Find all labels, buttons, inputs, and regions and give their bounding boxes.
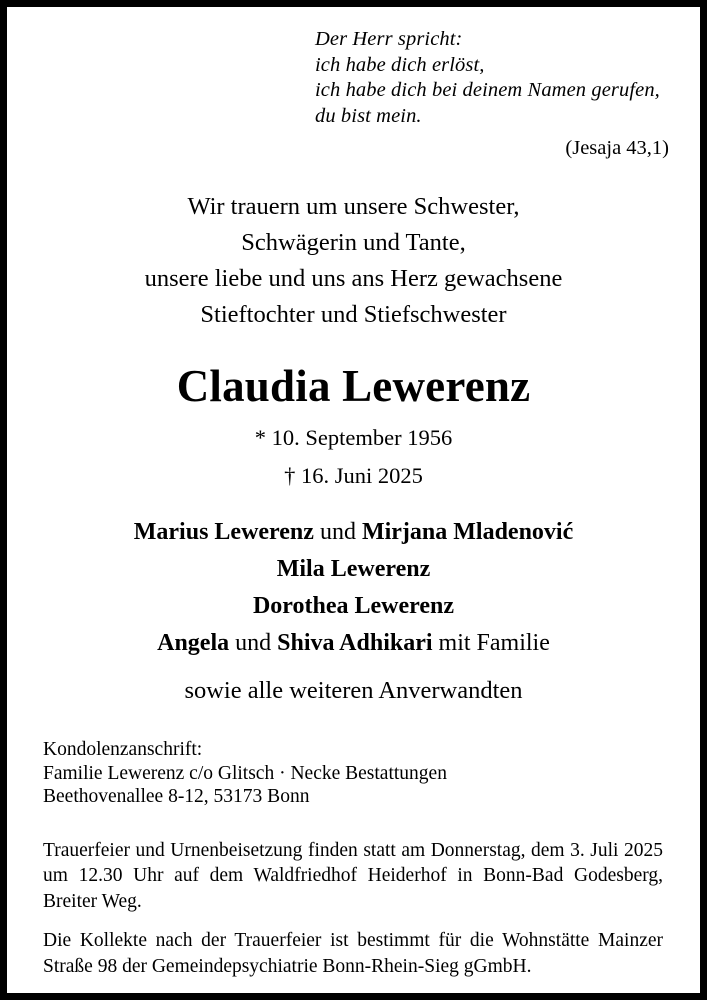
intro-line: Stieftochter und Stiefschwester <box>200 301 507 328</box>
survivor-lines <box>36 514 671 662</box>
scripture-source: (Jesaja 43,1) <box>565 137 669 159</box>
survivor-connector: und <box>313 519 362 545</box>
service-details-block <box>43 838 663 980</box>
survivor-name: Shiva Adhikari <box>277 630 433 656</box>
obituary-content <box>7 7 700 993</box>
survivor-connector: und <box>229 630 278 656</box>
condolence-address-block <box>43 738 671 809</box>
collection-paragraph: Die Kollekte nach der Trauerfeier ist bestimmt für die Wohnstätte Mainzer Straße 98 der Gemeindepsychiatrie Bonn-Rhein-Sieg gGmbH. <box>43 930 663 977</box>
condolence-street-city: Beethovenallee 8-12, 53173 Bonn <box>43 786 310 807</box>
deceased-block <box>36 360 671 488</box>
deceased-name: Claudia Lewerenz <box>176 361 531 411</box>
condolence-label: Kondolenzanschrift: <box>43 739 203 760</box>
survivor-name: Marius Lewerenz <box>133 519 314 545</box>
ceremony-paragraph: Trauerfeier und Urnenbeisetzung finden statt am Donnerstag, dem 3. Juli 2025 um 12.30 Uhr auf dem Waldfriedhof Heiderhof in Bonn-Bad Godesberg, Breiter Weg. <box>43 839 663 912</box>
intro-line: Wir trauern um unsere Schwester, <box>187 193 520 220</box>
scripture-line: ich habe dich bei deinem Namen gerufen, <box>315 79 660 101</box>
death-date: † 16. Juni 2025 <box>284 463 423 488</box>
survivors-block <box>36 514 671 706</box>
survivor-name: Dorothea Lewerenz <box>252 593 455 619</box>
survivor-connector: mit Familie <box>432 630 550 656</box>
survivors-closing: sowie alle weiteren Anverwandten <box>184 677 523 704</box>
survivor-line <box>36 588 671 625</box>
birth-date: * 10. September 1956 <box>254 425 453 450</box>
mourning-intro-block <box>36 189 671 333</box>
survivor-name: Mila Lewerenz <box>276 556 431 582</box>
scripture-line: Der Herr spricht: <box>315 28 463 50</box>
survivor-name: Angela <box>157 630 230 656</box>
scripture-line: du bist mein. <box>315 104 422 127</box>
survivor-line <box>36 514 671 551</box>
survivor-name: Mirjana Mladenović <box>361 519 574 545</box>
survivor-line <box>36 625 671 662</box>
scripture-line: ich habe dich erlöst, <box>315 53 485 76</box>
intro-line: unsere liebe und uns ans Herz gewachsene <box>144 265 563 292</box>
survivor-line <box>36 551 671 588</box>
scripture-quote-block <box>315 27 671 161</box>
intro-line: Schwägerin und Tante, <box>241 229 466 256</box>
condolence-recipient: Familie Lewerenz c/o Glitsch · Necke Bestattungen <box>43 762 447 784</box>
